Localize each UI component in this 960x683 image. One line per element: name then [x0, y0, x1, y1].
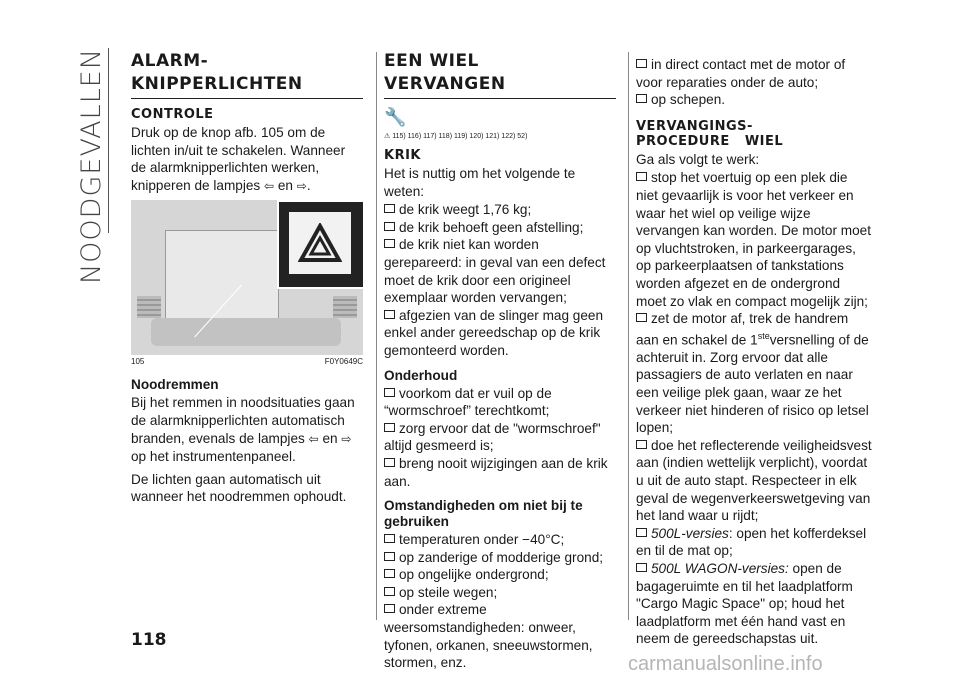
turn-signal-right-icon: ⇨: [296, 178, 307, 193]
procedure-heading-line2: PROCEDURE WIEL: [636, 133, 784, 149]
list-item: temperaturen onder −40°C;: [384, 531, 616, 549]
sidebar-rule: [108, 48, 109, 233]
list-item: op steile wegen;: [384, 584, 616, 602]
onderhoud-heading: Onderhoud: [384, 367, 458, 383]
controle-en: en: [277, 177, 293, 193]
reference-list: [384, 131, 616, 142]
turn-signal-right-icon: ⇨: [341, 431, 352, 446]
figure-inset: [277, 200, 363, 289]
bullet-box-icon: [636, 59, 647, 68]
bullet-box-icon: [384, 552, 395, 561]
column-1: [131, 52, 363, 511]
figure-number: 105: [131, 357, 145, 367]
superscript: ste: [757, 330, 770, 341]
bullet-box-icon: [636, 172, 647, 181]
bullet-box-icon: [636, 94, 647, 103]
tool-icon: 🔧: [384, 107, 407, 127]
bullet-box-icon: [384, 239, 395, 248]
bullet-box-icon: [384, 569, 395, 578]
bullet-box-icon: [384, 310, 395, 319]
turn-signal-left-icon: ⇦: [308, 431, 319, 446]
page-number: 118: [131, 630, 167, 650]
figure-display: [165, 230, 279, 322]
bullet-box-icon: [384, 204, 395, 213]
bullet-box-icon: [384, 458, 395, 467]
column-3: [636, 56, 872, 648]
list-item: onder extreme weersomstandigheden: onweer, tyfonen, orkanen, sneeuwstormen, stormen, enz.: [384, 602, 593, 671]
turn-signal-left-icon: ⇦: [264, 178, 275, 193]
list-item: op ongelijke ondergrond;: [384, 566, 616, 584]
procedure-heading-line1: VERVANGINGS-: [636, 118, 753, 134]
sidebar: [76, 48, 112, 285]
noodremmen-en: en: [322, 430, 338, 446]
section-title-line2: VERVANGEN: [384, 74, 506, 94]
list-item: doe het reflecterende veiligheidsvest aan (indien wettelijk verplicht), voordat u uit de auto stapt. Respecteer in elk geval de wegenverkeerswetgeving van het land waar u rijdt;: [636, 437, 872, 524]
omstandigheden-heading: Omstandigheden om niet bij te gebruiken: [384, 498, 583, 530]
krik-intro: Het is nuttig om het volgende te weten:: [384, 166, 576, 199]
column-divider-2: [628, 52, 629, 620]
section-title-line1: EEN WIEL: [384, 51, 479, 71]
bullet-box-icon: [636, 563, 647, 572]
krik-heading: KRIK: [384, 148, 421, 163]
list-item: de krik behoeft geen afstelling;: [384, 219, 616, 237]
section-title-line2: KNIPPERLICHTEN: [131, 74, 303, 94]
figure-dashboard: [131, 200, 363, 355]
noodremmen-heading: Noodremmen: [131, 377, 219, 393]
section-title-line1: ALARM-: [131, 51, 209, 71]
bullet-box-icon: [636, 528, 647, 537]
figure-control-panel: [151, 318, 341, 346]
procedure-intro: Ga als volgt te werk:: [636, 151, 760, 167]
list-item: in direct contact met de motor of voor reparaties onder de auto;: [636, 57, 846, 90]
controle-heading: CONTROLE: [131, 107, 214, 122]
watermark: carmanualsonline.info: [628, 653, 823, 675]
noodremmen-paragraph-2: De lichten gaan automatisch uit wanneer het noodremmen ophoudt.: [131, 471, 347, 505]
bullet-box-icon: [384, 388, 395, 397]
column-2: [384, 52, 616, 672]
reference-numbers: 115) 116) 117) 118) 119) 120) 121) 122) 52): [392, 133, 528, 140]
bullet-box-icon: [384, 587, 395, 596]
list-item: voorkom dat er vuil op de “wormschroef” terechtkomt;: [384, 385, 552, 419]
hazard-button-illustration: [289, 212, 351, 274]
noodremmen-text-b: op het instrumentenpaneel.: [131, 449, 296, 465]
noodremmen-text-a: Bij het remmen in noodsituaties gaan de alarmknipperlichten automatisch branden, evenals de lampjes: [131, 395, 355, 446]
title-rule: [384, 98, 616, 99]
section-label: NOODGEVALLEN: [76, 48, 107, 285]
title-rule: [131, 98, 363, 99]
list-item: de krik niet kan worden gerepareerd: in geval van een defect moet de krik door een origineel exemplaar worden vervangen;: [384, 237, 606, 306]
bullet-box-icon: [384, 604, 395, 613]
list-item: stop het voertuig op een plek die niet gevaarlijk is voor het verkeer en waar het wiel op veilige wijze vervangen kan worden. De motor moet op vluchtstroken, in parkeergarages, op parkeerplaatsen of tankstations worden afgezet en de ondergrond moet zo vlak en compact mogelijk zijn;: [636, 170, 871, 309]
figure-vent-right: [333, 296, 357, 318]
bullet-box-icon: [636, 440, 647, 449]
list-item: zorg ervoor dat de "wormschroef" altijd gesmeerd is;: [384, 420, 601, 454]
list-item: breng nooit wijzigingen aan de krik aan.: [384, 455, 608, 489]
bullet-box-icon: [384, 222, 395, 231]
bullet-box-icon: [384, 534, 395, 543]
column-divider-1: [376, 52, 377, 620]
list-item: op zanderige of modderige grond;: [384, 549, 616, 567]
list-item: afgezien van de slinger mag geen enkel ander gereedschap op de krik gemonteerd worden.: [384, 307, 604, 358]
bullet-box-icon: [384, 423, 395, 432]
list-item: 500L-versies: open het kofferdeksel en til de mat op;: [636, 525, 867, 559]
controle-text: Druk op de knop afb. 105 om de lichten in/uit te schakelen. Wanneer de alarmknipperlichten werken, knipperen de lampjes: [131, 125, 346, 193]
list-item: de krik weegt 1,76 kg;: [384, 201, 616, 219]
controle-paragraph: Druk op de knop afb. 105 om de lichten in/uit te schakelen. Wanneer de alarmknipperlichten werken, knipperen de lampjes ⇦ en ⇨.: [131, 124, 363, 195]
figure-vent-left: [137, 296, 161, 318]
list-item: zet de motor af, trek de handrem aan en schakel de 1steversnelling of de achteruit in. Zorg ervoor dat alle passagiers de auto verlaten en naar een veilige plek gaan, waar ze het verkeer niet hinderen of risico op letsel lopen;: [636, 311, 869, 436]
list-item: 500L WAGON-versies: open de bagageruimte en til het laadplatform "Cargo Magic Space" op; houd het laadplatform met één hand vast en neem de gereedschapstas uit.: [636, 560, 853, 647]
figure-code: F0Y0649C: [324, 357, 363, 367]
noodremmen-paragraph-1: [131, 394, 363, 465]
warning-icon: ⚠: [384, 133, 391, 140]
figure-caption: [131, 357, 363, 367]
hazard-triangle-icon: [298, 223, 342, 263]
list-item: op schepen.: [636, 91, 872, 109]
bullet-box-icon: [636, 313, 647, 322]
